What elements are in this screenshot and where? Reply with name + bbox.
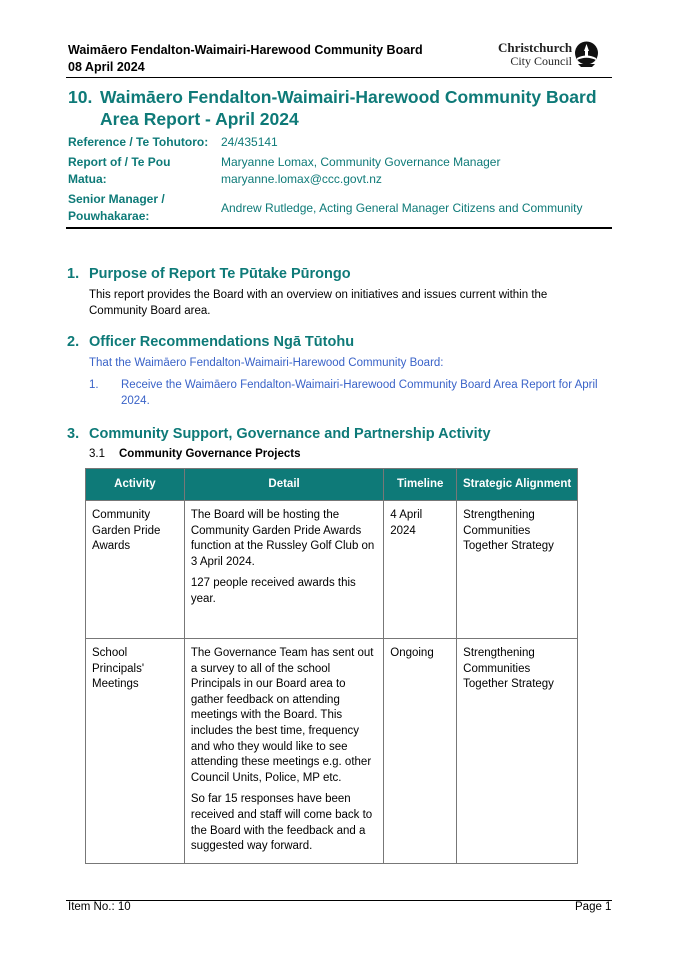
subsection-title: Community Governance Projects [119, 448, 301, 460]
reference-label: Reference / Te Tohutoro: [68, 135, 209, 149]
section-1-heading [67, 265, 351, 283]
title-block-rule [66, 227, 612, 229]
detail-paragraph: 127 people received awards this year. [190, 577, 356, 605]
cell-timeline: 4 April 2024 [384, 501, 457, 639]
header-board-name [68, 42, 423, 76]
governance-projects-table [85, 468, 578, 864]
section-3-heading [67, 425, 491, 443]
section-3-title: Community Support, Governance and Partnership Activity [89, 426, 491, 442]
header-board: Waimāero Fendalton-Waimairi-Harewood Community Board [68, 43, 423, 57]
table-row [86, 501, 578, 639]
logo-line1: Christchurch [498, 40, 573, 55]
section-1-body: This report provides the Board with an overview on initiatives and issues current within the Community Board area. [89, 289, 548, 317]
logo-line2: City Council [510, 54, 572, 68]
header-date: 08 April 2024 [68, 60, 145, 74]
report-title-line1: Waimāero Fendalton-Waimairi-Harewood Community Board [100, 87, 597, 107]
senior-manager-label-line1: Senior Manager / [68, 192, 165, 206]
recommendation-intro: That the Waimāero Fendalton-Waimairi-Harewood Community Board: [89, 357, 444, 369]
senior-manager-label [68, 191, 165, 225]
header-strategic-alignment: Strategic Alignment [457, 469, 578, 501]
report-title-line2: Area Report - April 2024 [100, 109, 299, 129]
section-2-number: 2. [67, 334, 80, 350]
report-of-email[interactable]: maryanne.lomax@ccc.govt.nz [221, 172, 382, 186]
detail-paragraph: The Governance Team has sent out a survey to all of the school Principals in our Board area to gather feedback on attending meetings with the Board. This includes the best time, frequency and who they would like to see attending these meetings e.g. other Council Units, Police, MP etc. [190, 647, 374, 784]
cell-activity: Community Garden Pride Awards [86, 501, 185, 639]
cell-alignment: Strengthening Communities Together Strategy [457, 639, 578, 864]
report-of-name: Maryanne Lomax, Community Governance Manager [221, 155, 501, 169]
detail-paragraph: The Board will be hosting the Community Garden Pride Awards function at the Russley Golf Club on 3 April 2024. [190, 509, 375, 568]
report-of-label [68, 154, 170, 188]
section-1-number: 1. [67, 266, 80, 282]
report-of-value [221, 154, 500, 188]
detail-paragraph: So far 15 responses have been received and staff will come back to the Board with the feedback and a suggested way forward. [190, 793, 373, 853]
table-row [86, 639, 578, 864]
cell-detail [184, 639, 383, 864]
recommendation-item-number: 1. [89, 379, 99, 391]
reference-value: 24/435141 [221, 135, 278, 149]
cell-alignment: Strengthening Communities Together Strategy [457, 501, 578, 639]
report-title [68, 86, 597, 130]
section-3-number: 3. [67, 426, 80, 442]
table-header-row [86, 469, 578, 501]
section-2-title: Officer Recommendations Ngā Tūtohu [89, 334, 355, 350]
footer-rule [66, 900, 612, 901]
cell-detail [184, 501, 383, 639]
senior-manager-value: Andrew Rutledge, Acting General Manager Citizens and Community [221, 201, 583, 215]
report-of-label-line1: Report of / Te Pou [68, 155, 171, 169]
report-of-label-line2: Matua: [68, 172, 107, 186]
cathedral-emblem-icon [574, 41, 599, 68]
footer-page-number: Page 1 [575, 901, 612, 913]
senior-manager-label-line2: Pouwhakarae: [68, 209, 150, 223]
section-1-title: Purpose of Report Te Pūtake Pūrongo [89, 266, 351, 282]
section-2-heading [67, 333, 354, 351]
report-number: 10. [68, 87, 93, 107]
council-logo [498, 41, 600, 71]
recommendation-item: Receive the Waimāero Fendalton-Waimairi-Harewood Community Board Area Report for April 2024. [121, 379, 598, 407]
header-detail: Detail [184, 469, 383, 501]
cell-activity: School Principals' Meetings [86, 639, 185, 864]
subsection-number: 3.1 [89, 448, 105, 460]
header-activity: Activity [86, 469, 185, 501]
cell-timeline: Ongoing [384, 639, 457, 864]
subsection-3-1-heading [89, 446, 301, 462]
footer-item-number: Item No.: 10 [68, 901, 131, 913]
header-rule [66, 77, 612, 78]
header-timeline: Timeline [384, 469, 457, 501]
